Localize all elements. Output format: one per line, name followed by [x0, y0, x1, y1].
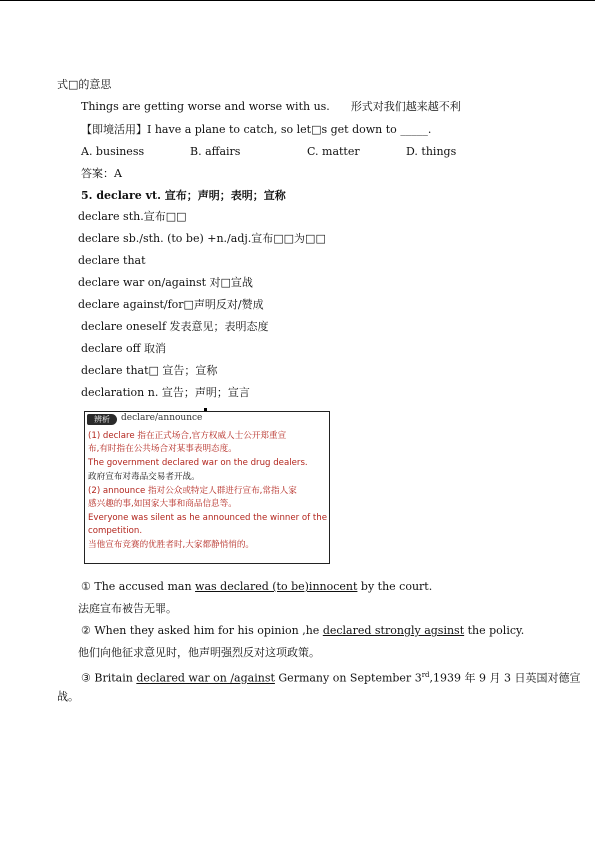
question-text: 【即境活用】I have a plane to catch, so let□s get down to	[81, 123, 397, 136]
example-3-number: ③	[81, 671, 91, 685]
example-3-text-a: Britain	[94, 671, 133, 685]
box-line-5: (2) announce 指对公众或特定人群进行宣布,常指人家	[88, 486, 297, 496]
option-b: B. affairs	[190, 145, 241, 158]
box-line-8: competition.	[88, 526, 143, 536]
box-headword: declare/announce	[121, 413, 203, 423]
example-3-superscript: rd	[421, 671, 430, 679]
phrase-4: declare war on/against 对□宣战	[78, 276, 253, 289]
example-2-text-a: When they asked him for his opinion ,he	[94, 624, 320, 637]
phrase-8: declare that□ 宣告；宣称	[81, 364, 218, 377]
example-1-underlined: was declared (to be)innocent	[195, 580, 358, 593]
box-line-2: 布,有时指在公共场合对某事表明态度。	[88, 444, 237, 454]
example-2-translation: 他们向他征求意见时，他声明强烈反对这项政策。	[78, 646, 320, 659]
example-sentence	[81, 100, 461, 114]
example-1-number: ①	[81, 580, 91, 593]
usage-comparison-box	[84, 411, 330, 564]
answer-line: 答案：A	[81, 167, 122, 180]
example-en: Things are getting worse and worse with us.	[81, 100, 330, 113]
box-line-9: 当他宣布竞赛的优胜者时,大家都静悄悄的。	[88, 540, 255, 550]
example-1-text-a: The accused man	[94, 580, 192, 593]
example-2	[81, 624, 524, 638]
box-header	[85, 412, 329, 427]
phrase-9: declaration n. 宣告；声明；宣言	[81, 386, 250, 399]
phrase-3: declare that	[78, 254, 146, 267]
analysis-tag-icon: 辨析	[87, 414, 117, 425]
phrase-6: declare oneself 发表意见；表明态度	[81, 320, 269, 333]
option-c: C. matter	[307, 145, 360, 158]
example-3-continuation: 战。	[57, 690, 79, 703]
example-2-number: ②	[81, 624, 91, 637]
box-line-7: Everyone was silent as he announced the winner of the	[88, 513, 328, 523]
question-end: .	[427, 123, 432, 136]
option-a: A. business	[81, 145, 145, 158]
phrase-7: declare off 取消	[81, 342, 166, 355]
box-line-6: 感兴趣的事,如国家大事和商品信息等。	[88, 499, 237, 509]
example-1-text-b: by the court.	[360, 580, 433, 593]
page-top-rule	[0, 0, 595, 1]
answer-blank: _____	[400, 123, 428, 136]
example-1	[81, 580, 432, 594]
example-3-text-c: ,1939 年 9 月 3 日英国对德宣	[429, 671, 581, 685]
line-meaning: 式□的意思	[57, 78, 112, 91]
example-3	[81, 668, 581, 686]
phrase-5: declare against/for□声明反对/赞成	[78, 298, 264, 311]
example-1-translation: 法庭宣布被告无罪。	[78, 602, 177, 615]
box-line-4: 政府宣布对毒品交易者开战。	[88, 472, 200, 482]
phrase-1: declare sth.宣布□□	[78, 210, 187, 223]
phrase-2: declare sb./sth. (to be) +n./adj.宣布□□为□□	[78, 232, 326, 245]
example-3-underlined: declared war on /against	[136, 671, 275, 685]
example-2-underlined: declared strongly agsinst	[322, 624, 465, 637]
example-2-text-b: the policy.	[467, 624, 525, 637]
example-3-text-b: Germany on September 3	[278, 671, 422, 685]
option-d: D. things	[406, 145, 457, 158]
example-zh: 形式对我们越来越不利	[350, 100, 461, 113]
section-heading-declare: 5. declare vt. 宣布；声明；表明；宣称	[81, 189, 286, 202]
box-line-1: (1) declare 指在正式场合,官方权威人士公开郑重宣	[88, 431, 287, 441]
box-line-3: The government declared war on the drug dealers.	[88, 458, 308, 468]
practice-question	[81, 123, 431, 137]
